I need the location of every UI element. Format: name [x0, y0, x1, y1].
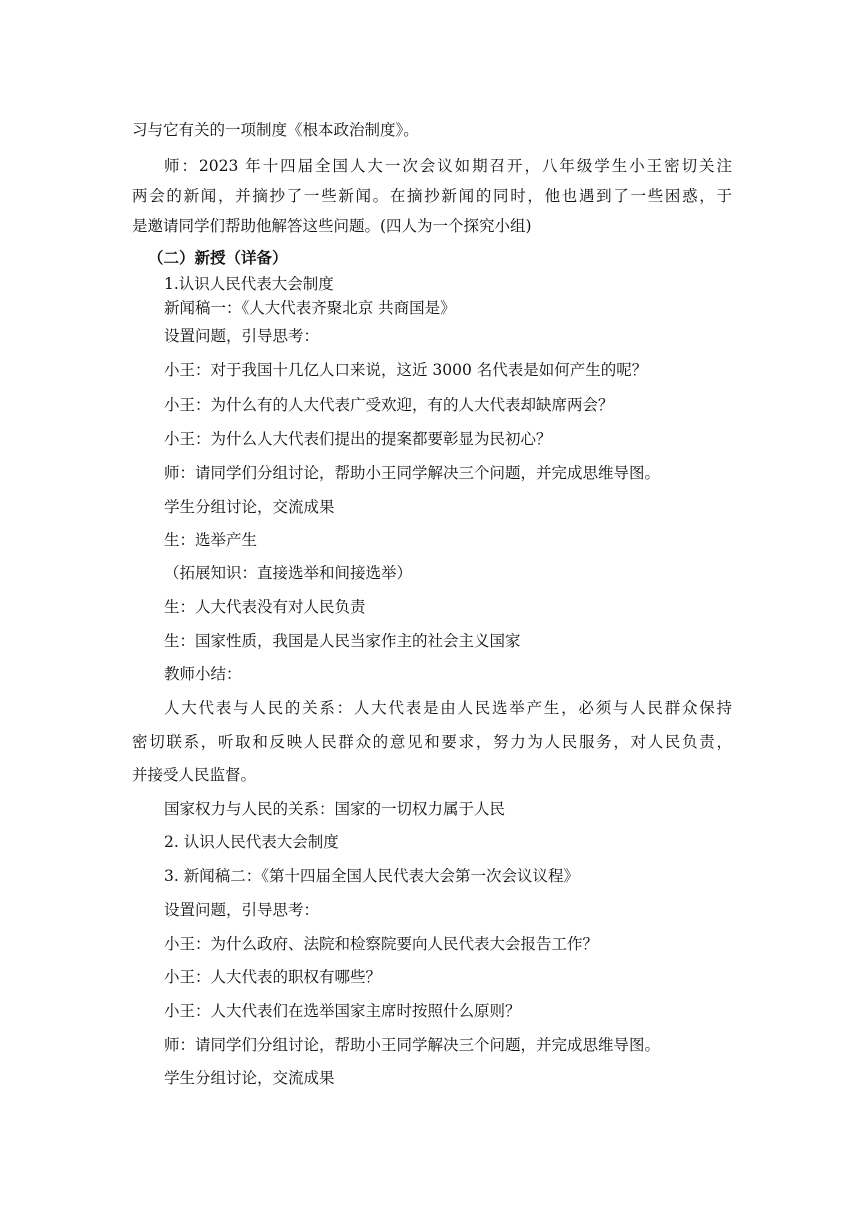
- item-2-title: 2. 认识人民代表大会制度: [164, 833, 339, 851]
- student-answer-3: 生：国家性质，我国是人民当家作主的社会主义国家: [164, 632, 521, 650]
- group-discussion-2: 学生分组讨论，交流成果: [164, 1069, 335, 1087]
- question-5: 小王：人大代表的职权有哪些？: [164, 968, 382, 986]
- question-1: 小王：对于我国十几亿人口来说，这近 3000 名代表是如何产生的呢？: [164, 361, 648, 379]
- power-relation: 国家权力与人民的关系：国家的一切权力属于人民: [164, 800, 506, 818]
- question-3: 小王：为什么人大代表们提出的提案都要彰显为民初心？: [164, 430, 552, 448]
- section-heading: （二）新授（详备）: [148, 248, 288, 267]
- teacher-prompt-2: 师：请同学们分组讨论，帮助小王同学解决三个问题，并完成思维导图。: [164, 1036, 661, 1054]
- teacher-paragraph-line-1: 师：2023 年十四届全国人大一次会议如期召开，八年级学生小王密切关注: [164, 157, 732, 175]
- summary-paragraph-line-1: 人大代表与人民的关系：人大代表是由人民选举产生，必须与人民群众保持: [164, 699, 732, 717]
- setup-question-1: 设置问题，引导思考：: [164, 327, 320, 345]
- question-6: 小王：人大代表们在选举国家主席时按照什么原则？: [164, 1002, 521, 1020]
- item-1-title: 1.认识人民代表大会制度: [164, 275, 334, 293]
- question-2: 小王：为什么有的人大代表广受欢迎，有的人大代表却缺席两会？: [164, 396, 614, 414]
- item-3-news: 3. 新闻稿二：《第十四届全国人民代表大会第一次会议议程》: [164, 867, 579, 885]
- teacher-paragraph-line-3: 是邀请同学们帮助他解答这些问题。(四人为一个探究小组): [132, 217, 532, 235]
- student-answer-1: 生：选举产生: [164, 531, 258, 549]
- news-1-title: 新闻稿一：《人大代表齐聚北京 共商国是》: [164, 299, 456, 317]
- summary-paragraph-line-3: 并接受人民监督。: [132, 766, 257, 784]
- summary-paragraph-line-2: 密切联系，听取和反映人民群众的意见和要求，努力为人民服务，对人民负责，: [132, 733, 732, 751]
- group-discussion-1: 学生分组讨论，交流成果: [164, 498, 335, 516]
- question-4: 小王：为什么政府、法院和检察院要向人民代表大会报告工作？: [164, 935, 599, 953]
- teacher-summary-label: 教师小结：: [164, 665, 242, 683]
- setup-question-2: 设置问题，引导思考：: [164, 901, 320, 919]
- teacher-prompt-1: 师：请同学们分组讨论，帮助小王同学解决三个问题，并完成思维导图。: [164, 464, 661, 482]
- extension-note: （拓展知识：直接选举和间接选举）: [164, 564, 413, 582]
- teacher-paragraph-line-2: 两会的新闻，并摘抄了一些新闻。在摘抄新闻的同时，他也遇到了一些困惑，于: [132, 187, 732, 205]
- student-answer-2: 生：人大代表没有对人民负责: [164, 598, 366, 616]
- intro-continuation: 习与它有关的一项制度《根本政治制度》。: [132, 121, 419, 139]
